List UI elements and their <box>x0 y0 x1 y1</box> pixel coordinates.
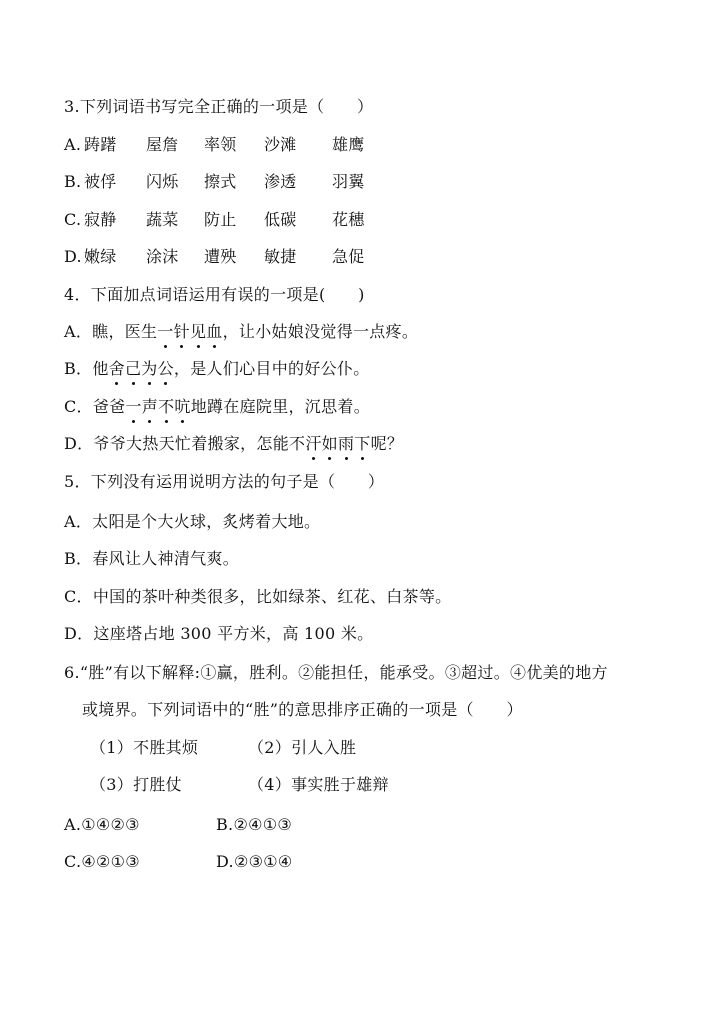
option-word: 防止 <box>204 210 237 229</box>
option-text: 呢？ <box>370 434 404 453</box>
emphasis-dot-char: 为 <box>141 359 158 378</box>
question-5-option-b: B．春风让人神清气爽。 <box>64 549 240 568</box>
dotted-phrase <box>109 359 174 378</box>
question-3-option-c <box>64 209 365 231</box>
question-6-options-row-2 <box>64 851 293 873</box>
emphasis-dot-char: 一 <box>125 397 142 416</box>
question-5-option-d: D．这座塔占地 300 平方米，高 100 米。 <box>64 624 374 643</box>
phrase-item: （2）引人入胜 <box>248 738 357 757</box>
question-3-option-b <box>64 171 365 193</box>
answer-option: C.④②①③ <box>64 852 140 871</box>
option-word: 踌躇 <box>84 135 117 154</box>
phrase-item: （3）打胜仗 <box>90 775 182 794</box>
option-word: 率领 <box>204 135 237 154</box>
question-4-option-a <box>64 321 418 343</box>
option-word: 擦式 <box>204 172 237 191</box>
option-label: A. <box>64 135 82 154</box>
phrase-item: （4）事实胜于雄辩 <box>248 775 389 794</box>
question-6-stem-line-1: 6.“胜”有以下解释:①赢，胜利。②能担任，能承受。③超过。④优美的地方 <box>64 663 608 682</box>
option-word: 涂沫 <box>146 247 179 266</box>
dotted-phrase <box>305 434 370 453</box>
option-word: 敏捷 <box>264 247 297 266</box>
emphasis-dot-char: 不 <box>158 397 175 416</box>
option-text: ，是人们心目中的好公仆。 <box>173 359 370 378</box>
option-word: 闪烁 <box>146 172 179 191</box>
option-word: 花穗 <box>332 210 365 229</box>
option-label: C. <box>64 210 82 229</box>
option-text: A．瞧，医生 <box>64 322 158 341</box>
option-word: 渗透 <box>264 172 297 191</box>
option-word: 蔬菜 <box>146 210 179 229</box>
emphasis-dot-char: 血 <box>206 322 223 341</box>
option-word: 寂静 <box>84 210 117 229</box>
answer-option: B.②④①③ <box>216 815 293 834</box>
emphasis-dot-char: 公 <box>157 359 174 378</box>
option-text: B．他 <box>64 359 109 378</box>
option-word: 屋詹 <box>146 135 179 154</box>
option-word: 低碳 <box>264 210 297 229</box>
emphasis-dot-char: 针 <box>173 322 190 341</box>
emphasis-dot-char: 汗 <box>305 434 322 453</box>
emphasis-dot-char: 声 <box>141 397 159 416</box>
option-word: 急促 <box>332 247 365 266</box>
emphasis-dot-char: 见 <box>189 322 207 341</box>
question-4-option-c <box>64 396 370 418</box>
option-word: 嫩绿 <box>84 247 117 266</box>
emphasis-dot-char: 下 <box>354 434 371 453</box>
question-5-stem: 5．下列没有运用说明方法的句子是（ ） <box>64 472 385 491</box>
question-4-stem: 4．下面加点词语运用有误的一项是( ) <box>64 285 365 304</box>
dotted-phrase <box>125 397 190 416</box>
option-word: 雄鹰 <box>332 135 365 154</box>
option-word: 沙滩 <box>264 135 297 154</box>
option-word: 羽翼 <box>332 172 365 191</box>
emphasis-dot-char: 如 <box>321 434 338 453</box>
question-5-option-a: A．太阳是个大火球，炙烤着大地。 <box>64 512 321 531</box>
option-word: 被俘 <box>84 172 117 191</box>
emphasis-dot-char: 吭 <box>174 397 191 416</box>
answer-option: A.①④②③ <box>64 815 140 834</box>
question-6-items-row-1 <box>90 737 356 759</box>
dotted-phrase <box>157 322 222 341</box>
question-3-option-a <box>64 134 365 156</box>
question-6-options-row-1 <box>64 814 292 836</box>
question-4-option-b <box>64 358 370 380</box>
option-text: C．爸爸 <box>64 397 126 416</box>
question-6-items-row-2 <box>90 774 389 796</box>
phrase-item: （1）不胜其烦 <box>90 738 199 757</box>
emphasis-dot-char: 雨 <box>337 434 355 453</box>
question-4-option-d <box>64 433 403 455</box>
emphasis-dot-char: 舍 <box>108 359 125 378</box>
option-label: B. <box>64 172 82 191</box>
option-text: 地蹲在庭院里，沉思着。 <box>190 397 371 416</box>
question-3-stem: 3.下列词语书写完全正确的一项是（ ） <box>64 97 374 116</box>
question-3-option-d <box>64 246 365 268</box>
emphasis-dot-char: 一 <box>157 322 174 341</box>
option-text: D．爷爷大热天忙着搬家，怎能不 <box>64 434 306 453</box>
question-6-stem-line-2: 或境界。下列词语中的“胜”的意思排序正确的一项是（ ） <box>82 700 523 719</box>
emphasis-dot-char: 己 <box>124 359 142 378</box>
question-5-option-c: C．中国的茶叶种类很多，比如绿茶、红花、白茶等。 <box>64 587 452 606</box>
option-text: ，让小姑娘没觉得一点疼。 <box>222 322 419 341</box>
option-label: D. <box>64 247 82 266</box>
option-word: 遭殃 <box>204 247 237 266</box>
answer-option: D.②③①④ <box>216 852 293 871</box>
